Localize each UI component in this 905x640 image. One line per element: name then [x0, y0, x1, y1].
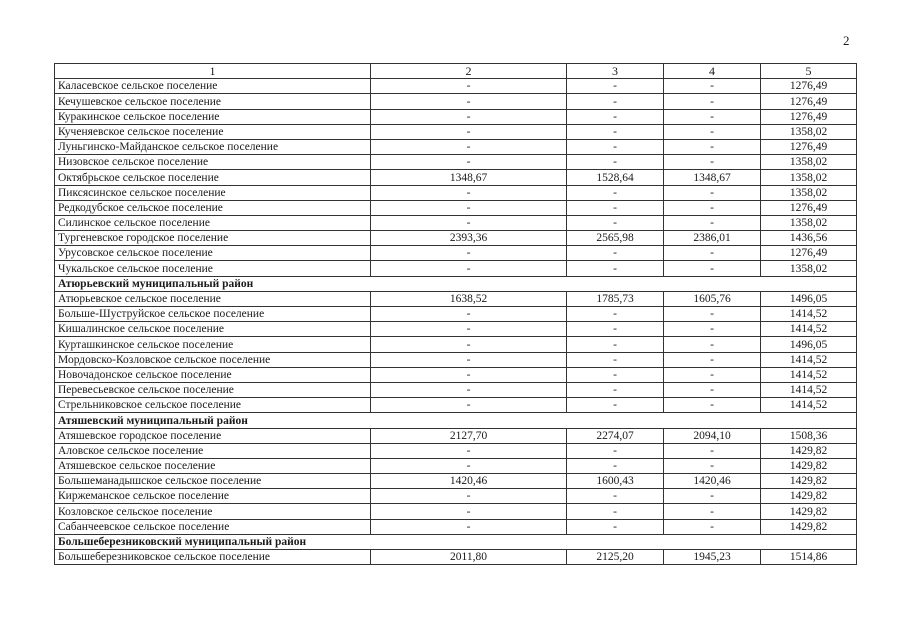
settlement-name: Аловское сельское поселение — [55, 443, 371, 458]
settlement-name: Большеманадышское сельское поселение — [55, 474, 371, 489]
value-col-3: 1785,73 — [567, 291, 664, 306]
value-col-3: - — [567, 458, 664, 473]
value-col-3: - — [567, 139, 664, 154]
value-col-4: - — [664, 246, 761, 261]
value-col-3: 2274,07 — [567, 428, 664, 443]
table-row — [55, 519, 857, 534]
table-row — [55, 215, 857, 230]
value-col-3: - — [567, 200, 664, 215]
value-col-4: - — [664, 398, 761, 413]
value-col-4: - — [664, 200, 761, 215]
district-name: Атюрьевский муниципальный район — [55, 276, 857, 291]
table-row — [55, 474, 857, 489]
table-row — [55, 94, 857, 109]
value-col-4: - — [664, 215, 761, 230]
value-col-3: - — [567, 337, 664, 352]
settlement-name: Атюрьевское сельское поселение — [55, 291, 371, 306]
value-col-3: - — [567, 398, 664, 413]
value-col-5: 1276,49 — [761, 246, 857, 261]
value-col-4: - — [664, 443, 761, 458]
value-col-2: - — [371, 185, 567, 200]
value-col-3: 1600,43 — [567, 474, 664, 489]
value-col-4: 2094,10 — [664, 428, 761, 443]
table-row — [55, 367, 857, 382]
value-col-4: - — [664, 124, 761, 139]
district-header-row — [55, 276, 857, 291]
value-col-5: 1414,52 — [761, 367, 857, 382]
value-col-2: 1348,67 — [371, 170, 567, 185]
value-col-3: - — [567, 261, 664, 276]
settlement-name: Атяшевское сельское поселение — [55, 458, 371, 473]
settlement-name: Стрельниковское сельское поселение — [55, 398, 371, 413]
value-col-5: 1414,52 — [761, 382, 857, 397]
value-col-2: - — [371, 155, 567, 170]
value-col-2: - — [371, 261, 567, 276]
value-col-4: - — [664, 367, 761, 382]
value-col-2: - — [371, 200, 567, 215]
value-col-2: - — [371, 504, 567, 519]
value-col-4: 1348,67 — [664, 170, 761, 185]
table-row — [55, 124, 857, 139]
value-col-5: 1358,02 — [761, 155, 857, 170]
value-col-4: - — [664, 139, 761, 154]
settlement-name: Чукальское сельское поселение — [55, 261, 371, 276]
settlement-name: Тургеневское городское поселение — [55, 231, 371, 246]
value-col-3: - — [567, 79, 664, 94]
value-col-3: - — [567, 352, 664, 367]
value-col-5: 1508,36 — [761, 428, 857, 443]
settlement-name: Низовское сельское поселение — [55, 155, 371, 170]
value-col-2: - — [371, 94, 567, 109]
table-row — [55, 200, 857, 215]
column-header: 2 — [371, 64, 567, 79]
table-row — [55, 443, 857, 458]
value-col-5: 1436,56 — [761, 231, 857, 246]
value-col-4: - — [664, 504, 761, 519]
column-header: 5 — [761, 64, 857, 79]
value-col-3: - — [567, 155, 664, 170]
value-col-4: 1605,76 — [664, 291, 761, 306]
district-name: Атяшевский муниципальный район — [55, 413, 857, 428]
settlement-name: Сабанчеевское сельское поселение — [55, 519, 371, 534]
value-col-2: - — [371, 519, 567, 534]
settlement-name: Кечушевское сельское поселение — [55, 94, 371, 109]
value-col-3: - — [567, 185, 664, 200]
value-col-5: 1414,52 — [761, 307, 857, 322]
value-col-2: - — [371, 246, 567, 261]
value-col-4: - — [664, 337, 761, 352]
value-col-4: 1420,46 — [664, 474, 761, 489]
table-row — [55, 337, 857, 352]
table-row — [55, 109, 857, 124]
value-col-5: 1276,49 — [761, 79, 857, 94]
settlement-name: Пиксясинское сельское поселение — [55, 185, 371, 200]
district-header-row — [55, 534, 857, 549]
value-col-4: - — [664, 185, 761, 200]
table-row — [55, 458, 857, 473]
value-col-3: - — [567, 504, 664, 519]
settlement-name: Луньгинско-Майданское сельское поселение — [55, 139, 371, 154]
value-col-3: - — [567, 109, 664, 124]
value-col-5: 1496,05 — [761, 337, 857, 352]
column-header: 4 — [664, 64, 761, 79]
settlement-name: Силинское сельское поселение — [55, 215, 371, 230]
table-row — [55, 79, 857, 94]
value-col-5: 1276,49 — [761, 94, 857, 109]
table-header-row — [55, 64, 857, 79]
table-row — [55, 504, 857, 519]
table-row — [55, 231, 857, 246]
value-col-3: - — [567, 443, 664, 458]
value-col-3: 2565,98 — [567, 231, 664, 246]
value-col-4: - — [664, 79, 761, 94]
value-col-2: - — [371, 489, 567, 504]
value-col-2: 2393,36 — [371, 231, 567, 246]
value-col-5: 1276,49 — [761, 200, 857, 215]
value-col-3: - — [567, 322, 664, 337]
value-col-4: - — [664, 382, 761, 397]
value-col-2: - — [371, 307, 567, 322]
value-col-3: - — [567, 367, 664, 382]
table-row — [55, 291, 857, 306]
settlement-name: Новочадонское сельское поселение — [55, 367, 371, 382]
settlement-name: Киржеманское сельское поселение — [55, 489, 371, 504]
value-col-2: 2011,80 — [371, 550, 567, 565]
settlement-name: Куракинское сельское поселение — [55, 109, 371, 124]
value-col-2: - — [371, 337, 567, 352]
value-col-2: - — [371, 109, 567, 124]
settlement-name: Каласевское сельское поселение — [55, 79, 371, 94]
settlement-name: Перевесьевское сельское поселение — [55, 382, 371, 397]
value-col-4: - — [664, 322, 761, 337]
table-row — [55, 322, 857, 337]
value-col-4: - — [664, 519, 761, 534]
value-col-5: 1429,82 — [761, 489, 857, 504]
value-col-3: 1528,64 — [567, 170, 664, 185]
table-row — [55, 382, 857, 397]
value-col-5: 1358,02 — [761, 215, 857, 230]
table-row — [55, 489, 857, 504]
settlement-name: Атяшевское городское поселение — [55, 428, 371, 443]
value-col-5: 1429,82 — [761, 504, 857, 519]
settlement-name: Октябрьское сельское поселение — [55, 170, 371, 185]
value-col-3: - — [567, 519, 664, 534]
tariff-table — [54, 63, 857, 565]
value-col-2: - — [371, 458, 567, 473]
value-col-3: - — [567, 215, 664, 230]
value-col-4: - — [664, 307, 761, 322]
value-col-4: - — [664, 489, 761, 504]
settlement-name: Курташкинское сельское поселение — [55, 337, 371, 352]
table-row — [55, 185, 857, 200]
value-col-2: - — [371, 443, 567, 458]
settlement-name: Кишалинское сельское поселение — [55, 322, 371, 337]
value-col-2: 2127,70 — [371, 428, 567, 443]
settlement-name: Кученяевское сельское поселение — [55, 124, 371, 139]
value-col-3: - — [567, 246, 664, 261]
value-col-2: 1638,52 — [371, 291, 567, 306]
settlement-name: Мордовско-Козловское сельское поселение — [55, 352, 371, 367]
value-col-4: - — [664, 109, 761, 124]
table-row — [55, 170, 857, 185]
district-name: Большеберезниковский муниципальный район — [55, 534, 857, 549]
value-col-5: 1429,82 — [761, 519, 857, 534]
value-col-3: - — [567, 124, 664, 139]
value-col-5: 1429,82 — [761, 458, 857, 473]
value-col-5: 1358,02 — [761, 170, 857, 185]
value-col-5: 1276,49 — [761, 139, 857, 154]
settlement-name: Редкодубское сельское поселение — [55, 200, 371, 215]
table-row — [55, 352, 857, 367]
value-col-5: 1514,86 — [761, 550, 857, 565]
settlement-name: Урусовское сельское поселение — [55, 246, 371, 261]
value-col-2: - — [371, 322, 567, 337]
value-col-5: 1358,02 — [761, 185, 857, 200]
value-col-5: 1358,02 — [761, 261, 857, 276]
table-row — [55, 155, 857, 170]
value-col-2: - — [371, 79, 567, 94]
value-col-4: - — [664, 94, 761, 109]
settlement-name: Больше-Шуструйское сельское поселение — [55, 307, 371, 322]
value-col-2: - — [371, 215, 567, 230]
value-col-5: 1429,82 — [761, 474, 857, 489]
value-col-5: 1414,52 — [761, 352, 857, 367]
column-header: 3 — [567, 64, 664, 79]
value-col-4: 2386,01 — [664, 231, 761, 246]
settlement-name: Большеберезниковское сельское поселение — [55, 550, 371, 565]
table-row — [55, 139, 857, 154]
value-col-2: - — [371, 124, 567, 139]
value-col-5: 1496,05 — [761, 291, 857, 306]
district-header-row — [55, 413, 857, 428]
page-number: 2 — [843, 33, 850, 48]
value-col-2: - — [371, 139, 567, 154]
value-col-2: 1420,46 — [371, 474, 567, 489]
column-header: 1 — [55, 64, 371, 79]
table-row — [55, 398, 857, 413]
value-col-4: - — [664, 352, 761, 367]
value-col-5: 1429,82 — [761, 443, 857, 458]
value-col-5: 1358,02 — [761, 124, 857, 139]
settlement-name: Козловское сельское поселение — [55, 504, 371, 519]
value-col-3: - — [567, 489, 664, 504]
value-col-3: 2125,20 — [567, 550, 664, 565]
value-col-4: - — [664, 155, 761, 170]
value-col-2: - — [371, 398, 567, 413]
table-row — [55, 307, 857, 322]
value-col-5: 1276,49 — [761, 109, 857, 124]
table-row — [55, 261, 857, 276]
value-col-2: - — [371, 382, 567, 397]
value-col-3: - — [567, 307, 664, 322]
table-row — [55, 246, 857, 261]
value-col-2: - — [371, 367, 567, 382]
value-col-5: 1414,52 — [761, 398, 857, 413]
value-col-4: 1945,23 — [664, 550, 761, 565]
value-col-5: 1414,52 — [761, 322, 857, 337]
table-row — [55, 550, 857, 565]
value-col-4: - — [664, 458, 761, 473]
value-col-3: - — [567, 94, 664, 109]
table-row — [55, 428, 857, 443]
value-col-2: - — [371, 352, 567, 367]
value-col-3: - — [567, 382, 664, 397]
value-col-4: - — [664, 261, 761, 276]
